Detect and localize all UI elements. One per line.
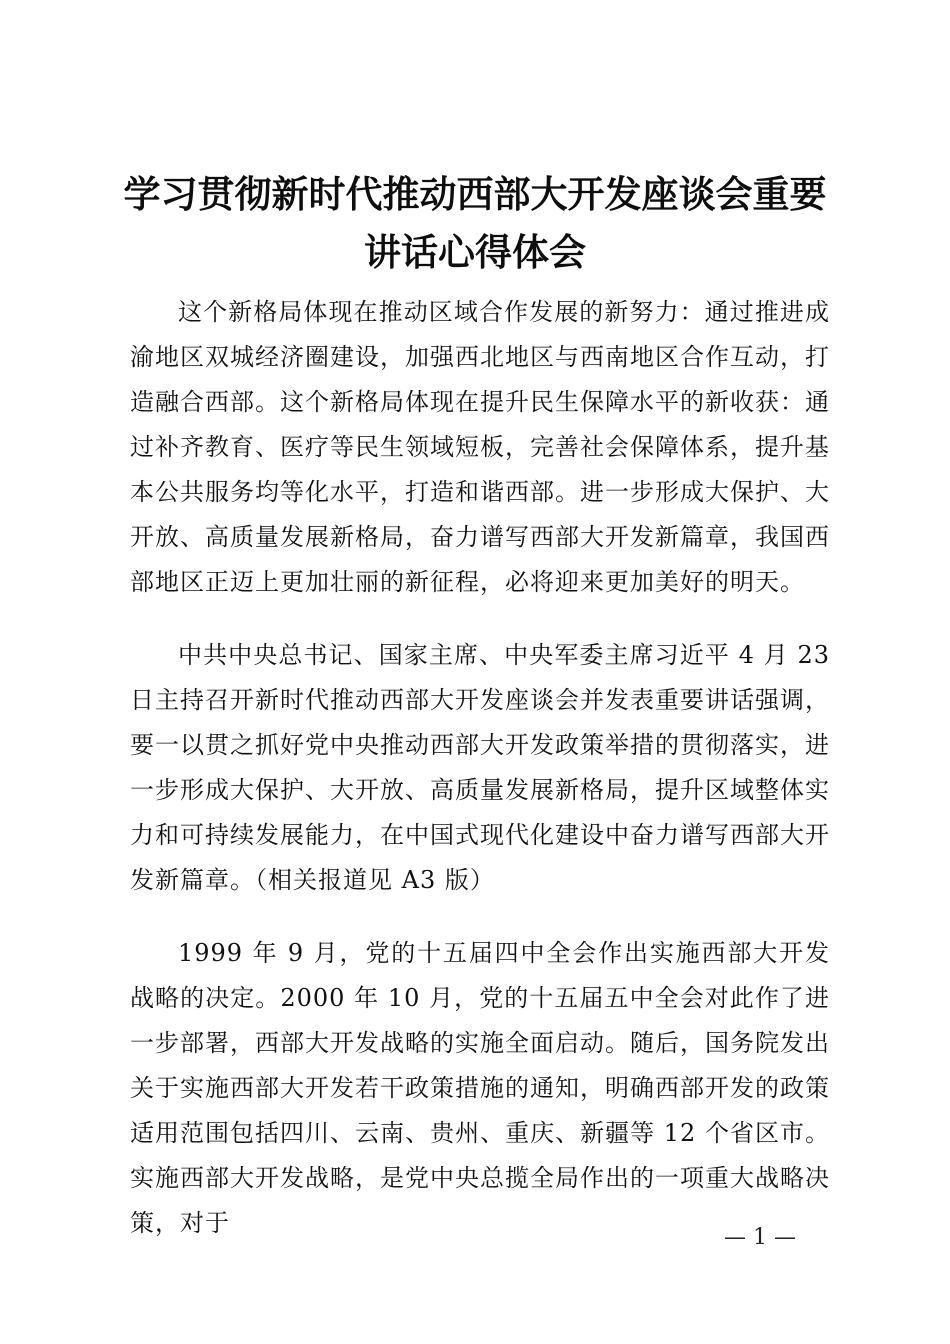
document-body <box>130 290 830 1274</box>
body-paragraph: 1999 年 9 月，党的十五届四中全会作出实施西部大开发战略的决定。2000 年 10 月，党的十五届五中全会对此作了进一步部署，西部大开发战略的实施全面启动。随后，国务院发出关于实施西部大开发若干政策措施的通知，明确西部开发的政策适用范围包括四川、云南、贵州、重庆、新疆等 12 个省区市。实施西部大开发战略，是党中央总揽全局作出的一项重大战略决策，对于 <box>130 939 830 1237</box>
body-paragraph: 中共中央总书记、国家主席、中央军委主席习近平 4 月 23 日主持召开新时代推动西部大开发座谈会并发表重要讲话强调，要一以贯之抓好党中央推动西部大开发政策举措的贯彻落实，进一步形成大保护、大开放、高质量发展新格局，提升区域整体实力和可持续发展能力，在中国式现代化建设中奋力谱写西部大开发新篇章。（相关报道见 A3 版） <box>130 641 830 894</box>
document-title: 学习贯彻新时代推动西部大开发座谈会重要讲话心得体会 <box>123 173 827 274</box>
page-number: — 1 — <box>724 1225 796 1250</box>
body-paragraph: 这个新格局体现在推动区域合作发展的新努力：通过推进成渝地区双城经济圈建设，加强西北地区与西南地区合作互动，打造融合西部。这个新格局体现在提升民生保障水平的新收获：通过补齐教育、医疗等民生领域短板，完善社会保障体系，提升基本公共服务均等化水平，打造和谐西部。进一步形成大保护、大开放、高质量发展新格局，奋力谱写西部大开发新篇章，我国西部地区正迈上更加壮丽的新征程，必将迎来更加美好的明天。 <box>130 298 830 596</box>
